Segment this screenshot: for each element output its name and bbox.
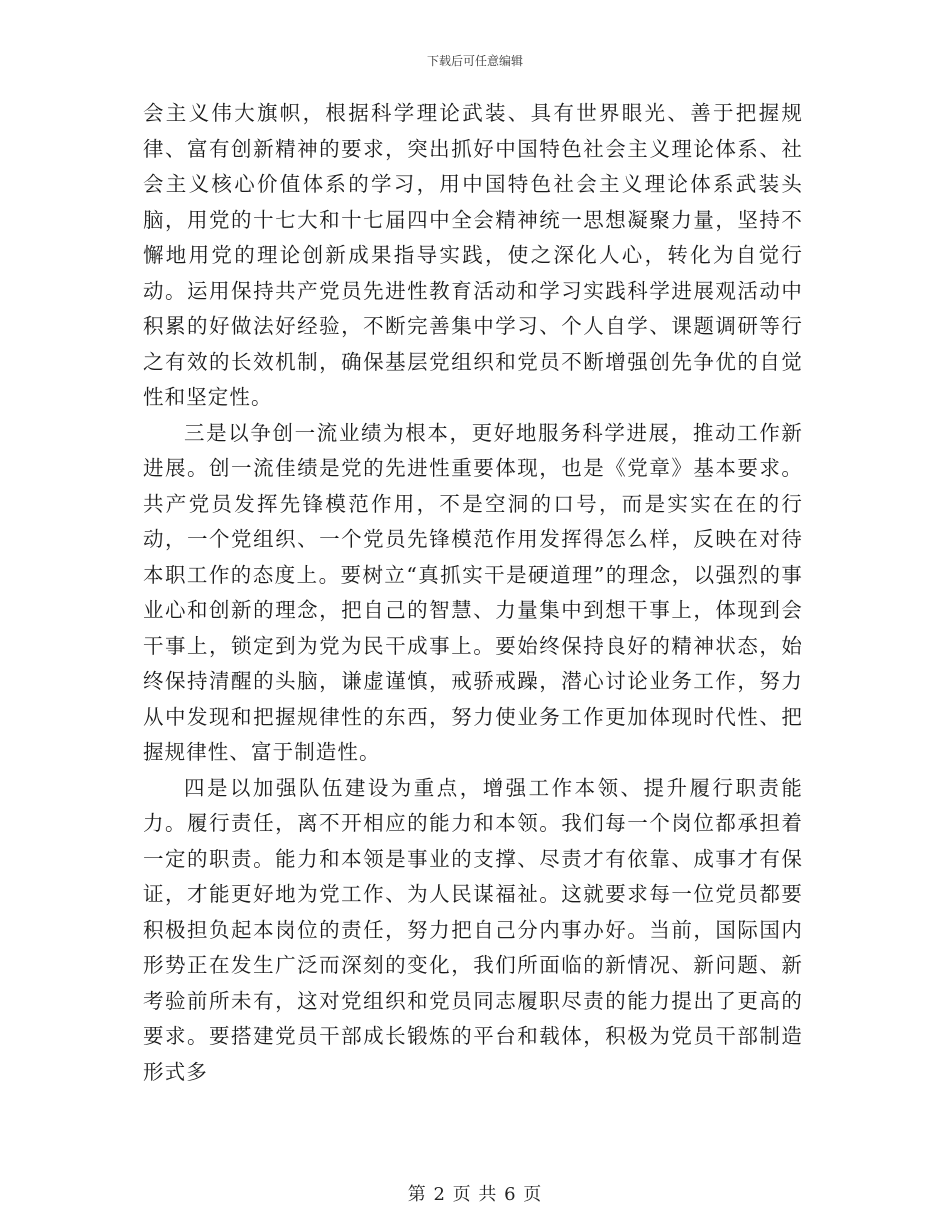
- paragraph-point-four: 四是以加强队伍建设为重点，增强工作本领、提升履行职责能力。履行责任，离不开相应的能力和本领。我们每一个岗位都承担着一定的职责。能力和本领是事业的支撑、尽责才有依靠、成事才有保证，才能更好地为党工作、为人民谋福祉。这就要求每一位党员都要积极担负起本岗位的责任，努力把自己分内事办好。当前，国际国内形势正在发生广泛而深刻的变化，我们所面临的新情况、新问题、新考验前所未有，这对党组织和党员同志履职尽责的能力提出了更高的要求。要搭建党员干部成长锻炼的平台和载体，积极为党员干部制造形式多: [143, 775, 803, 1084]
- document-body: [143, 96, 803, 1090]
- page-header-note: 下载后可任意编辑: [426, 54, 523, 68]
- paragraph-continuation: 会主义伟大旗帜，根据科学理论武装、具有世界眼光、善于把握规律、富有创新精神的要求，突出抓好中国特色社会主义理论体系、社会主义核心价值体系的学习，用中国特色社会主义理论体系武装头脑，用党的十七大和十七届四中全会精神统一思想凝聚力量，坚持不懈地用党的理论创新成果指导实践，使之深化人心，转化为自觉行动。运用保持共产党员先进性教育活动和学习实践科学进展观活动中积累的好做法好经验，不断完善集中学习、个人自学、课题调研等行之有效的长效机制，确保基层党组织和党员不断增强创先争优的自觉性和坚定性。: [143, 101, 803, 409]
- paragraph-point-three: 三是以争创一流业绩为根本，更好地服务科学进展，推动工作新进展。创一流佳绩是党的先进性重要体现，也是《党章》基本要求。共产党员发挥先锋模范作用，不是空洞的口号，而是实实在在的行动，一个党组织、一个党员先锋模范作用发挥得怎么样，反映在对待本职工作的态度上。要树立“真抓实干是硬道理”的理念，以强烈的事业心和创新的理念，把自己的智慧、力量集中到想干事上，体现到会干事上，锁定到为党为民干成事上。要始终保持良好的精神状态，始终保持清醒的头脑，谦虚谨慎，戒骄戒躁，潜心讨论业务工作，努力从中发现和把握规律性的东西，努力使业务工作更加体现时代性、把握规律性、富于制造性。: [143, 420, 803, 764]
- page-number-footer: 第 2 页 共 6 页: [407, 1184, 543, 1205]
